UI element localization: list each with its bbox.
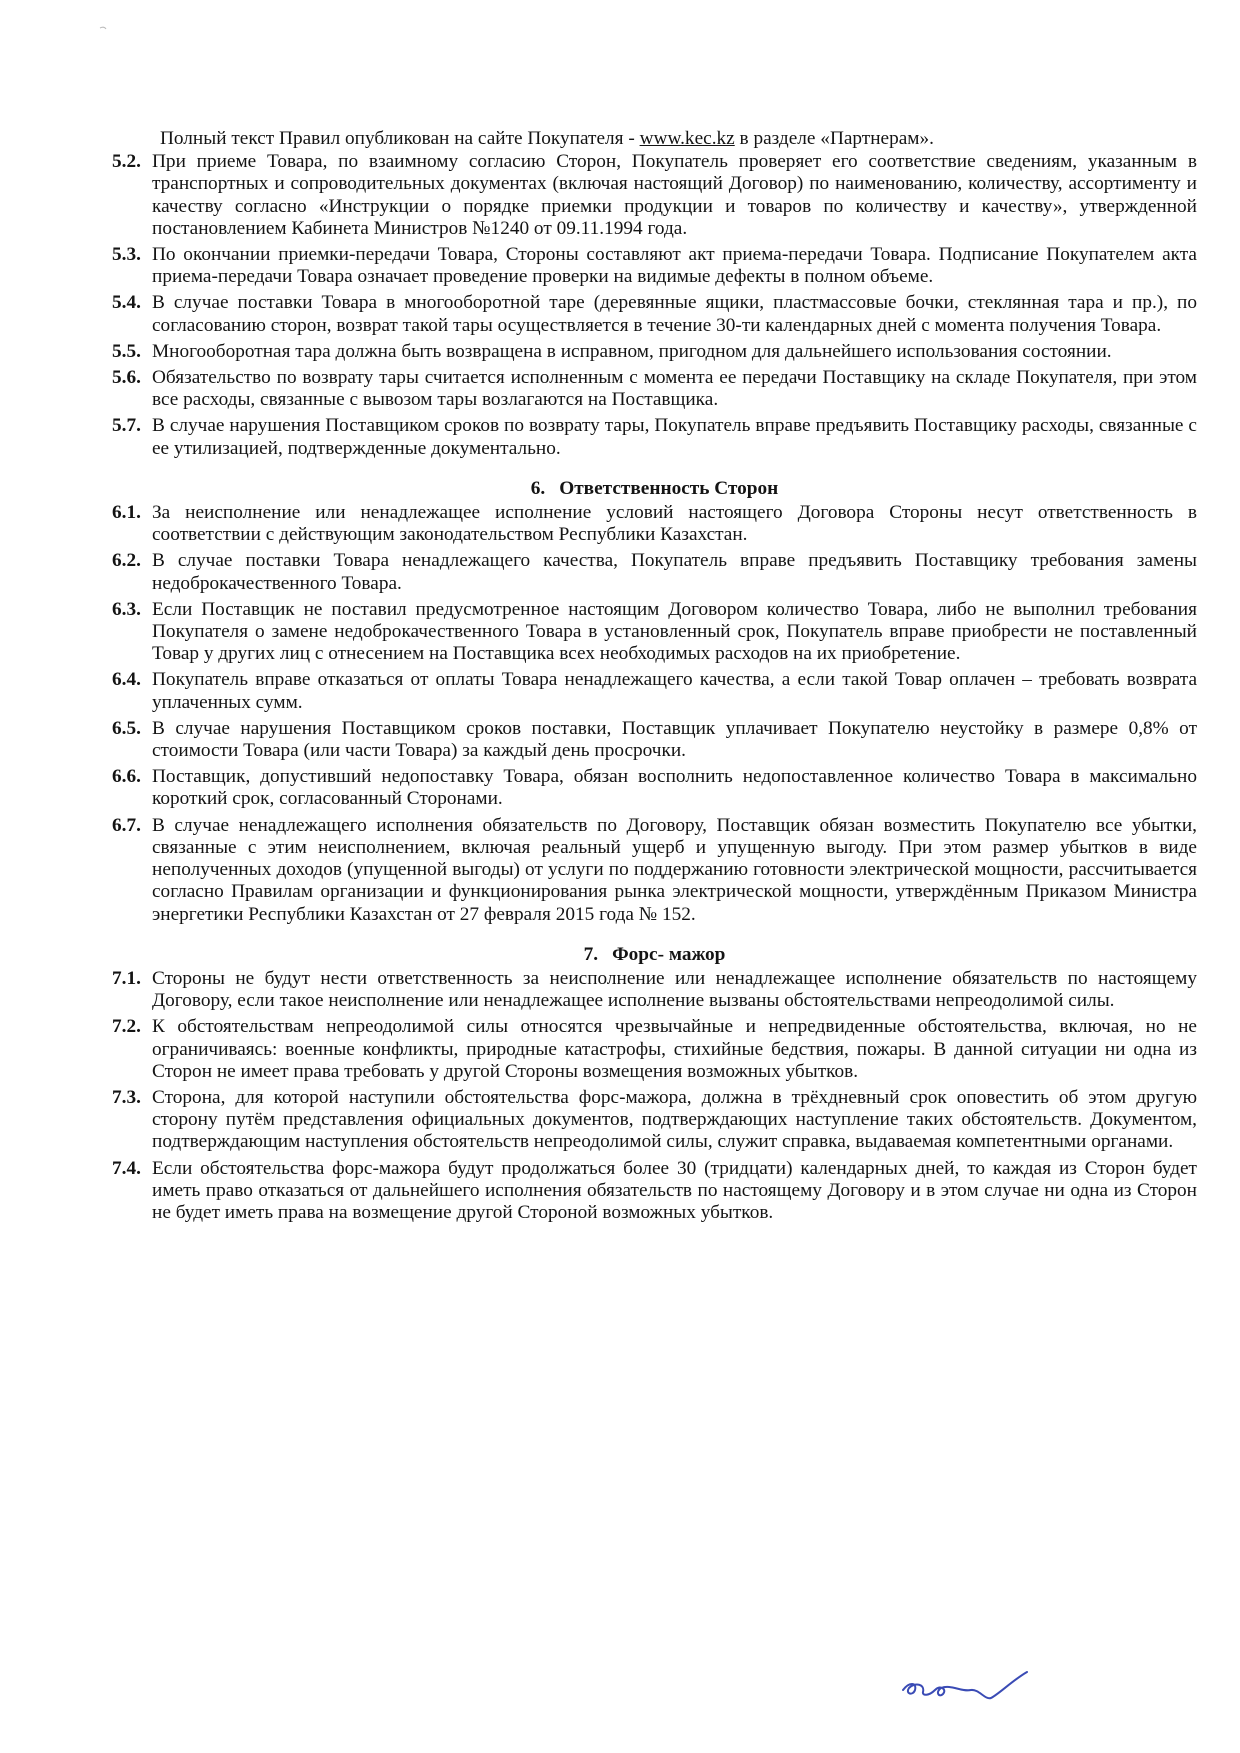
clause-text: По окончании приемки-передачи Товара, Стороны составляют акт приема-передачи Товара. Подписание Покупателем акта приема-передачи Товара означает проведение проверки на видимые дефекты в полном объеме. bbox=[152, 244, 1197, 288]
clause-text: В случае поставки Товара в многооборотной таре (деревянные ящики, пластмассовые бочки, стеклянная тара и пр.), по согласованию сторон, возврат такой тары осуществляется в течение 30-ти календарных дней с момента получения Товара. bbox=[152, 292, 1197, 336]
intro-paragraph bbox=[112, 128, 1197, 150]
clause-5-6 bbox=[112, 367, 1197, 411]
clause-7-1 bbox=[112, 968, 1197, 1012]
clause-6-1 bbox=[112, 502, 1197, 546]
clause-text: К обстоятельствам непреодолимой силы относятся чрезвычайные и непредвиденные обстоятельства, включая, но не ограничиваясь: военные конфликты, природные катастрофы, стихийные бедствия, пожары. В данной ситуации ни одна из Сторон не имеет права требовать у другой Стороны возмещения возможных убытков. bbox=[152, 1016, 1197, 1082]
clause-number: 6.4. bbox=[112, 669, 141, 691]
section-number: 7. bbox=[583, 943, 599, 965]
clause-7-3 bbox=[112, 1087, 1197, 1154]
clause-5-5 bbox=[112, 341, 1197, 363]
clause-number: 6.3. bbox=[112, 598, 141, 620]
clause-number: 5.7. bbox=[112, 415, 141, 437]
section-6-clauses bbox=[112, 502, 1197, 926]
clause-text: В случае нарушения Поставщиком сроков по возврату тары, Покупатель вправе предъявить Поставщику расходы, связанные с ее утилизацией, подтвержденные документально. bbox=[152, 415, 1197, 459]
clause-6-3 bbox=[112, 599, 1197, 666]
clause-number: 7.3. bbox=[112, 1086, 141, 1108]
clause-text: Покупатель вправе отказаться от оплаты Товара ненадлежащего качества, а если такой Товар оплачен – требовать возврата уплаченных сумм. bbox=[152, 669, 1197, 713]
clause-text: Многооборотная тара должна быть возвращена в исправном, пригодном для дальнейшего использования состоянии. bbox=[152, 340, 1112, 362]
clause-6-2 bbox=[112, 550, 1197, 594]
clause-text: За неисполнение или ненадлежащее исполнение условий настоящего Договора Стороны несут ответственность в соответствии с действующим законодательством Республики Казахстан. bbox=[152, 502, 1197, 546]
clause-6-4 bbox=[112, 669, 1197, 713]
document-body bbox=[112, 128, 1197, 1228]
clause-number: 7.2. bbox=[112, 1016, 141, 1038]
intro-text: Полный текст Правил опубликован на сайте Покупателя - bbox=[160, 128, 640, 149]
clause-number: 5.3. bbox=[112, 244, 141, 266]
clause-7-2 bbox=[112, 1016, 1197, 1083]
section-7-clauses bbox=[112, 968, 1197, 1224]
clause-7-4 bbox=[112, 1158, 1197, 1225]
clause-number: 6.5. bbox=[112, 717, 141, 739]
clause-number: 5.5. bbox=[112, 340, 141, 362]
clause-number: 6.2. bbox=[112, 550, 141, 572]
clause-5-3 bbox=[112, 244, 1197, 288]
clause-5-7 bbox=[112, 415, 1197, 459]
clause-text: Если Поставщик не поставил предусмотренное настоящим Договором количество Товара, либо не выполнил требования Покупателя о замене недоброкачественного Товара в установленный срок, Покупатель вправе приобрести не поставленный Товар у других лиц с отнесением на Поставщика всех необходимых расходов на их приобретение. bbox=[152, 598, 1197, 665]
clause-5-2 bbox=[112, 151, 1197, 240]
clause-text: Сторона, для которой наступили обстоятельства форс-мажора, должна в трёхдневный срок оповестить об этом другую сторону путём представления официальных документов, подтверждающих наступление таких обстоятельств. Документом, подтверждающим наступления обстоятельств непреодолимой силы, служит справка, выдаваемая компетентными органами. bbox=[152, 1086, 1197, 1153]
clause-number: 6.7. bbox=[112, 814, 141, 836]
section-number: 6. bbox=[530, 477, 546, 499]
scan-mark bbox=[70, 20, 130, 40]
clause-text: В случае нарушения Поставщиком сроков поставки, Поставщик уплачивает Покупателю неустойку в размере 0,8% от стоимости Товара (или части Товара) за каждый день просрочки. bbox=[152, 717, 1197, 762]
section-6-heading bbox=[112, 478, 1197, 500]
clause-6-5 bbox=[112, 718, 1197, 762]
clause-number: 7.4. bbox=[112, 1157, 141, 1179]
section-title: Форс- мажор bbox=[612, 943, 726, 965]
section-5-clauses bbox=[112, 151, 1197, 460]
clause-text: Стороны не будут нести ответственность за неисполнение или ненадлежащее исполнение обязательств по настоящему Договору, если такое неисполнение или ненадлежащее исполнение вызваны обстоятельствами непреодолимой силы. bbox=[152, 967, 1197, 1012]
clause-text: При приеме Товара, по взаимному согласию Сторон, Покупатель проверяет его соответствие сведениям, указанным в транспортных и сопроводительных документах (включая настоящий Договор) по наименованию, количеству, ассортименту и качеству согласно «Инструкции о порядке приемки продукции и товаров по количеству и качеству», утвержденной постановлением Кабинета Министров №1240 от 09.11.1994 года. bbox=[152, 151, 1197, 239]
clause-6-6 bbox=[112, 766, 1197, 810]
website-link[interactable]: www.kec.kz bbox=[639, 128, 735, 149]
clause-text: Если обстоятельства форс-мажора будут продолжаться более 30 (тридцати) календарных дней, то каждая из Сторон будет иметь право отказаться от дальнейшего исполнения обязательств по настоящему Договору и в этом случае ни одна из Сторон не будет иметь права на возмещение другой Стороной возможных убытков. bbox=[152, 1157, 1197, 1223]
section-title: Ответственность Сторон bbox=[559, 477, 779, 499]
clause-text: В случае поставки Товара ненадлежащего качества, Покупатель вправе предъявить Поставщику требования замены недоброкачественного Товара. bbox=[152, 550, 1197, 594]
clause-number: 6.6. bbox=[112, 766, 141, 788]
section-7-heading bbox=[112, 944, 1197, 966]
clause-text: Поставщик, допустивший недопоставку Товара, обязан восполнить недопоставленное количество Товара в максимально короткий срок, согласованный Сторонами. bbox=[152, 766, 1197, 810]
clause-number: 5.2. bbox=[112, 151, 141, 173]
handwritten-signature bbox=[895, 1660, 1035, 1710]
clause-5-4 bbox=[112, 292, 1197, 336]
intro-text-end: в разделе «Партнерам». bbox=[734, 128, 934, 149]
clause-6-7 bbox=[112, 815, 1197, 926]
clause-number: 7.1. bbox=[112, 967, 141, 989]
clause-number: 5.6. bbox=[112, 367, 141, 389]
clause-text: Обязательство по возврату тары считается исполненным с момента ее передачи Поставщику на складе Покупателя, при этом все расходы, связанные с вывозом тары возлагаются на Поставщика. bbox=[152, 367, 1197, 411]
clause-number: 6.1. bbox=[112, 502, 141, 524]
clause-text: В случае ненадлежащего исполнения обязательств по Договору, Поставщик обязан возместить Покупателю все убытки, связанные с этим неисполнением, включая реальный ущерб и упущенную выгоду. При этом размер убытков в виде неполученных доходов (упущенной выгоды) от услуги по поддержанию готовности электрической мощности, рассчитывается согласно Правилам организации и функционирования рынка электрической мощности, утверждённым Приказом Министра энергетики Республики Казахстан от 27 февраля 2015 года № 152. bbox=[152, 814, 1197, 925]
clause-number: 5.4. bbox=[112, 292, 141, 314]
